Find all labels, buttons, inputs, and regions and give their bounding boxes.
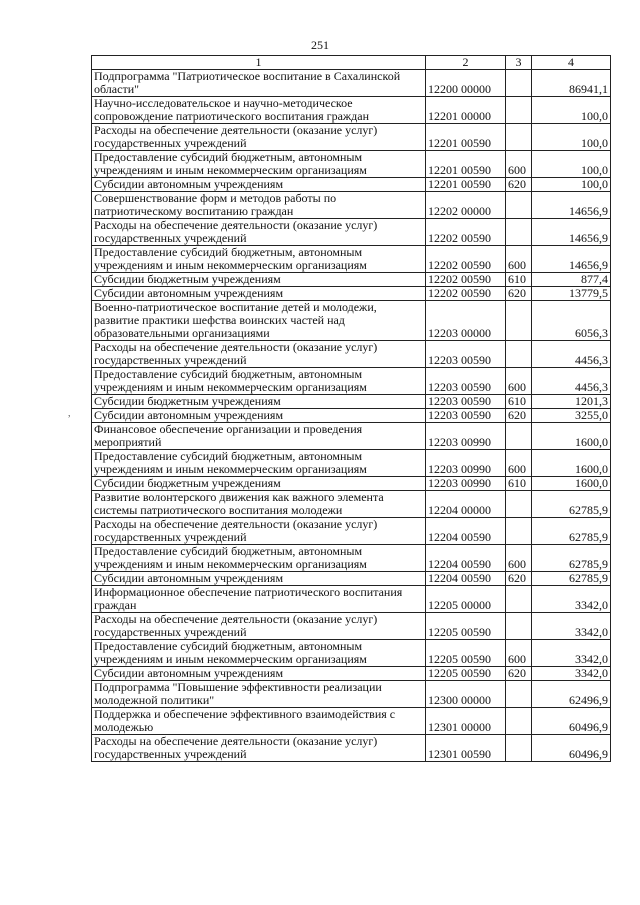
row-name: Расходы на обеспечение деятельности (оказание услуг) государственных учреждений [92,518,426,545]
row-code: 12202 00000 [426,192,506,219]
row-code: 12203 00990 [426,477,506,491]
row-code: 12204 00590 [426,545,506,572]
row-amount: 3255,0 [532,409,611,423]
row-kvr [506,586,532,613]
table-row [92,341,611,368]
table-row [92,477,611,491]
row-name: Совершенствование форм и методов работы по патриотическому воспитанию граждан [92,192,426,219]
table-row [92,545,611,572]
row-code: 12203 00000 [426,301,506,341]
row-kvr: 600 [506,246,532,273]
row-code: 12201 00590 [426,151,506,178]
table-row [92,735,611,762]
table-row [92,219,611,246]
row-code: 12300 00000 [426,681,506,708]
row-name: Субсидии бюджетным учреждениям [92,273,426,287]
row-kvr [506,708,532,735]
row-code: 12203 00590 [426,409,506,423]
row-kvr: 610 [506,273,532,287]
table-row [92,273,611,287]
row-amount: 62785,9 [532,545,611,572]
budget-table [91,55,611,762]
table-row [92,368,611,395]
table-row [92,301,611,341]
row-code: 12201 00000 [426,97,506,124]
row-kvr: 620 [506,572,532,586]
row-kvr [506,735,532,762]
row-name: Военно-патриотическое воспитание детей и молодежи, развитие практики шефства воинских частей над образовательными организациями [92,301,426,341]
row-kvr [506,192,532,219]
table-row [92,246,611,273]
row-kvr: 620 [506,287,532,301]
row-name: Предоставление субсидий бюджетным, автономным учреждениям и иным некоммерческим организациям [92,246,426,273]
row-kvr [506,124,532,151]
row-amount: 14656,9 [532,246,611,273]
row-name: Субсидии автономным учреждениям [92,572,426,586]
row-name: Развитие волонтерского движения как важного элемента системы патриотического воспитания молодежи [92,491,426,518]
row-kvr: 600 [506,368,532,395]
row-code: 12203 00590 [426,368,506,395]
row-code: 12202 00590 [426,287,506,301]
row-code: 12204 00590 [426,572,506,586]
row-kvr [506,681,532,708]
table-row [92,681,611,708]
row-amount: 62496,9 [532,681,611,708]
row-kvr: 620 [506,178,532,192]
row-name: Расходы на обеспечение деятельности (оказание услуг) государственных учреждений [92,124,426,151]
row-amount: 100,0 [532,178,611,192]
row-code: 12203 00990 [426,450,506,477]
row-amount: 3342,0 [532,586,611,613]
row-name: Научно-исследовательское и научно-методическое сопровождение патриотического воспитания граждан [92,97,426,124]
table-row [92,491,611,518]
table-row [92,613,611,640]
row-amount: 1600,0 [532,450,611,477]
header-col-3: 3 [506,56,532,70]
stray-mark: , [68,408,71,419]
page-number: 251 [311,38,329,52]
table-row [92,572,611,586]
row-amount: 100,0 [532,97,611,124]
row-code: 12203 00590 [426,341,506,368]
row-kvr: 620 [506,409,532,423]
row-kvr [506,301,532,341]
row-kvr [506,341,532,368]
row-code: 12203 00990 [426,423,506,450]
row-code: 12204 00000 [426,491,506,518]
row-amount: 14656,9 [532,219,611,246]
row-code: 12205 00590 [426,613,506,640]
row-name: Информационное обеспечение патриотического воспитания граждан [92,586,426,613]
row-kvr: 610 [506,395,532,409]
row-amount: 1600,0 [532,477,611,491]
row-code: 12301 00000 [426,708,506,735]
row-name: Предоставление субсидий бюджетным, автономным учреждениям и иным некоммерческим организациям [92,151,426,178]
row-name: Расходы на обеспечение деятельности (оказание услуг) государственных учреждений [92,613,426,640]
row-kvr [506,613,532,640]
row-amount: 4456,3 [532,341,611,368]
row-name: Субсидии автономным учреждениям [92,178,426,192]
row-name: Субсидии бюджетным учреждениям [92,395,426,409]
row-kvr: 600 [506,545,532,572]
row-amount: 100,0 [532,151,611,178]
row-amount: 877,4 [532,273,611,287]
header-col-4: 4 [532,56,611,70]
row-code: 12202 00590 [426,219,506,246]
table-body [92,70,611,762]
table-row [92,287,611,301]
row-code: 12204 00590 [426,518,506,545]
row-code: 12301 00590 [426,735,506,762]
table-row [92,708,611,735]
row-name: Расходы на обеспечение деятельности (оказание услуг) государственных учреждений [92,735,426,762]
row-code: 12202 00590 [426,273,506,287]
row-amount: 60496,9 [532,735,611,762]
row-name: Финансовое обеспечение организации и проведения мероприятий [92,423,426,450]
row-name: Субсидии автономным учреждениям [92,409,426,423]
row-name: Предоставление субсидий бюджетным, автономным учреждениям и иным некоммерческим организациям [92,640,426,667]
row-code: 12203 00590 [426,395,506,409]
row-name: Поддержка и обеспечение эффективного взаимодействия с молодежью [92,708,426,735]
row-name: Субсидии бюджетным учреждениям [92,477,426,491]
row-code: 12202 00590 [426,246,506,273]
row-name: Расходы на обеспечение деятельности (оказание услуг) государственных учреждений [92,219,426,246]
row-amount: 13779,5 [532,287,611,301]
row-code: 12200 00000 [426,70,506,97]
row-kvr: 600 [506,151,532,178]
row-amount: 4456,3 [532,368,611,395]
row-name: Субсидии автономным учреждениям [92,287,426,301]
row-kvr [506,518,532,545]
row-kvr [506,97,532,124]
row-amount: 62785,9 [532,572,611,586]
row-code: 12205 00590 [426,640,506,667]
row-amount: 6056,3 [532,301,611,341]
row-code: 12201 00590 [426,124,506,151]
row-name: Предоставление субсидий бюджетным, автономным учреждениям и иным некоммерческим организациям [92,545,426,572]
table-row [92,640,611,667]
row-amount: 3342,0 [532,640,611,667]
table-row [92,667,611,681]
row-code: 12205 00000 [426,586,506,613]
row-amount: 3342,0 [532,667,611,681]
table-row [92,586,611,613]
table-row [92,423,611,450]
row-kvr [506,70,532,97]
header-col-2: 2 [426,56,506,70]
table-row [92,450,611,477]
row-name: Подпрограмма "Патриотическое воспитание в Сахалинской области" [92,70,426,97]
header-col-1: 1 [92,56,426,70]
row-kvr: 620 [506,667,532,681]
row-amount: 62785,9 [532,518,611,545]
row-name: Расходы на обеспечение деятельности (оказание услуг) государственных учреждений [92,341,426,368]
row-amount: 3342,0 [532,613,611,640]
row-kvr: 610 [506,477,532,491]
row-name: Предоставление субсидий бюджетным, автономным учреждениям и иным некоммерческим организациям [92,450,426,477]
table-row [92,70,611,97]
row-kvr [506,491,532,518]
table-row [92,192,611,219]
row-amount: 100,0 [532,124,611,151]
row-name: Предоставление субсидий бюджетным, автономным учреждениям и иным некоммерческим организациям [92,368,426,395]
row-amount: 86941,1 [532,70,611,97]
row-kvr [506,423,532,450]
row-amount: 60496,9 [532,708,611,735]
table-row [92,97,611,124]
row-code: 12201 00590 [426,178,506,192]
row-kvr: 600 [506,640,532,667]
row-name: Подпрограмма "Повышение эффективности реализации молодежной политики" [92,681,426,708]
row-amount: 14656,9 [532,192,611,219]
row-code: 12205 00590 [426,667,506,681]
table-row [92,151,611,178]
table-row [92,518,611,545]
row-amount: 1600,0 [532,423,611,450]
table-header-row [92,56,611,70]
table-row [92,124,611,151]
table-row [92,178,611,192]
row-kvr: 600 [506,450,532,477]
table-row [92,409,611,423]
table-row [92,395,611,409]
row-amount: 62785,9 [532,491,611,518]
row-name: Субсидии автономным учреждениям [92,667,426,681]
row-kvr [506,219,532,246]
row-amount: 1201,3 [532,395,611,409]
